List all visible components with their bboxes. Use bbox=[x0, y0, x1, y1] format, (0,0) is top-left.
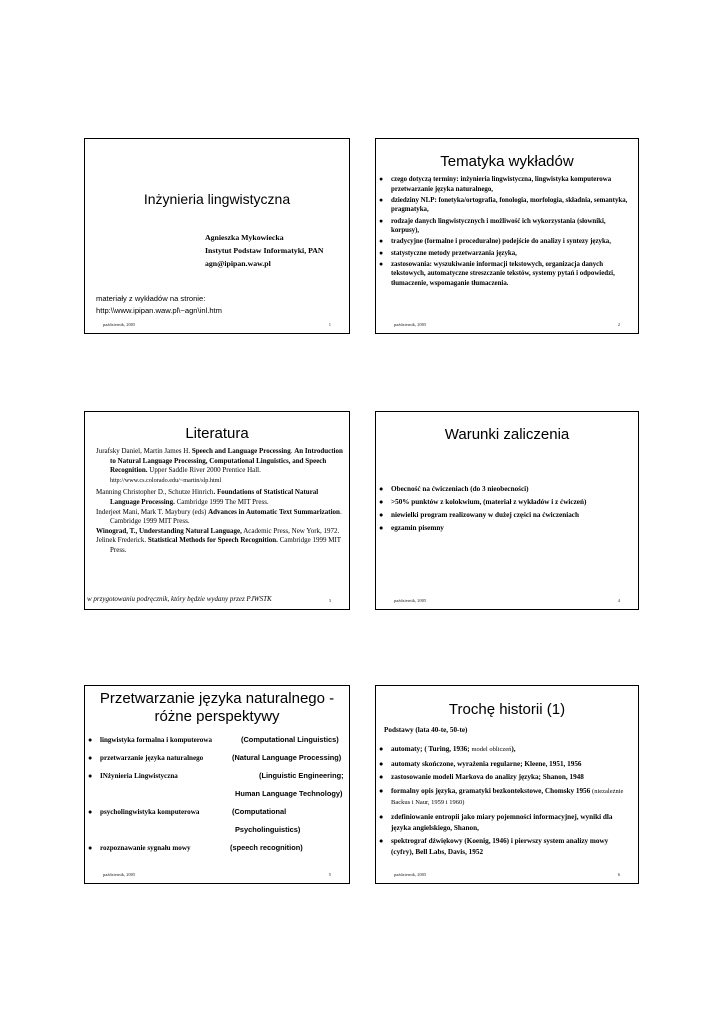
list-item: ● psycholingwistyka komputerowa (Computational Psycholinguistics) bbox=[88, 807, 301, 834]
slide-3 bbox=[84, 411, 350, 610]
bullet-icon: ● bbox=[88, 808, 93, 816]
slide-title: Tematyka wykładów bbox=[440, 153, 574, 170]
page-number: 2 bbox=[617, 322, 620, 327]
list-item: ● rozpoznawanie sygnału mowy (speech recognition) bbox=[88, 843, 303, 852]
bullet-icon: ● bbox=[88, 754, 93, 762]
slide-footer bbox=[394, 319, 620, 327]
bullet-icon: ● bbox=[379, 176, 384, 183]
bullet-icon: ● bbox=[379, 249, 384, 257]
list-item: ● Obecność na ćwiczeniach (do 3 nieobecności) bbox=[379, 485, 529, 493]
page-number: 3 bbox=[328, 598, 331, 603]
page-number: 4 bbox=[617, 598, 620, 603]
list-item: ● niewielki program realizowany w dużej części na ćwiczeniach bbox=[379, 511, 579, 519]
list-item: ● zastosowania: wyszukiwanie informacji tekstowych, organizacja danych tekstowych, automatyczne streszczanie tekstów, systemy pytań i odpowiedzi, tłumaczenie, wspomaganie tłumaczenia. bbox=[379, 260, 615, 287]
list-item: ● automaty skończone, wyrażenia regularne; Kleene, 1951, 1956 bbox=[379, 759, 582, 768]
institute: Instytut Podstaw Informatyki, PAN bbox=[205, 246, 324, 255]
slide-footer bbox=[103, 595, 331, 603]
bullet-icon: ● bbox=[379, 217, 384, 225]
author-name: Agnieszka Mykowiecka bbox=[205, 233, 284, 242]
reference-url: http://www.cs.colorado.edu/~martin/slp.html bbox=[110, 476, 222, 484]
list-item: ● czego dotyczą terminy: inżynieria lingwistyczna, lingwistyka komputerowa przetwarzanie języka naturalnego, bbox=[379, 176, 612, 193]
list-item: ● tradycyjne (formalne i proceduralne) podejście do analizy i syntezy języka, bbox=[379, 238, 611, 246]
history-list bbox=[378, 744, 632, 860]
page-number: 1 bbox=[328, 322, 331, 327]
list-item: ● INżynieria Lingwistyczna (Linguistic Engineering; Human Language Technology) bbox=[88, 771, 344, 798]
list-item: ● automaty; ( Turing, 1936; model obliczeń), bbox=[379, 745, 516, 753]
slide-title: Trochę historii (1) bbox=[448, 701, 566, 718]
footer-date: październik, 2005 bbox=[394, 322, 427, 327]
slide-footer bbox=[394, 595, 620, 603]
reference-item: Jelinek Frederick. Statistical Methods for Speech Recognition. Cambridge 1999 MIT Press. bbox=[96, 536, 341, 554]
section-subtitle: Podstawy (lata 40-te, 50-te) bbox=[384, 726, 468, 734]
topic-list bbox=[378, 175, 630, 290]
slide-2 bbox=[375, 138, 639, 334]
bullet-icon: ● bbox=[379, 511, 384, 519]
list-item: ● rodzaje danych lingwistycznych i możliwość ich wykorzystania (słowniki, korpusy), bbox=[379, 217, 606, 235]
materials-note bbox=[96, 293, 222, 317]
author-block bbox=[205, 231, 324, 270]
footer-date: październik, 2005 bbox=[394, 872, 427, 877]
textbook-note: w przygotowaniu podręcznik, który będzie wydany przez PJWSTK bbox=[87, 595, 272, 603]
bullet-icon: ● bbox=[379, 260, 384, 268]
list-item: ● lingwistyka formalna i komputerowa (Computational Linguistics) bbox=[88, 735, 339, 744]
page-number: 6 bbox=[617, 872, 620, 877]
slide-1 bbox=[84, 138, 350, 334]
reference-item: Jurafsky Daniel, Martin James H. Speech and Language Processing. An Introduction to Natural Language Processing, Computational Linguistics, and Speech Recognition. Upper Saddle River 2000 Prentice Hall. http://www.cs.colorado.edu/~martin/slp.html bbox=[96, 447, 343, 484]
slide-4 bbox=[375, 411, 639, 610]
footer-date: październik, 2005 bbox=[394, 598, 427, 603]
requirements-list bbox=[378, 484, 628, 536]
slide-title: Literatura bbox=[185, 425, 249, 442]
list-item: ● dziedziny NLP: fonetyka/ortografia, fonologia, morfologia, składnia, semantyka, pragmatyka, bbox=[379, 196, 628, 214]
bullet-icon: ● bbox=[88, 844, 93, 852]
footer-date: październik, 2005 bbox=[103, 872, 136, 877]
reference-item: Inderjeet Mani, Mark T. Maybury (eds) Advances in Automatic Text Summarization. Cambridge 1999 MIT Press. bbox=[96, 507, 342, 526]
list-item: ● formalny opis języka, gramatyki bezkontekstowe, Chomsky 1956 (niezależnie Backus i Naur, 1959 i 1960) bbox=[379, 786, 624, 807]
list-item: ● zdefiniowanie entropii jako miary pojemności informacyjnej, wyniki dla języka angielskiego, Shanon, bbox=[379, 812, 613, 832]
bullet-icon: ● bbox=[379, 837, 384, 846]
slide-6 bbox=[375, 685, 639, 884]
list-item: ● przetwarzanie języka naturalnego (Natural Language Processing) bbox=[88, 753, 342, 762]
list-item: ● zastosowanie modeli Markova do analizy języka; Shanon, 1948 bbox=[379, 773, 584, 782]
reference-item: Manning Christopher D., Schutze Hinrich. Foundations of Statistical Natural Language Processing. Cambridge 1999 The MIT Press. bbox=[96, 488, 319, 506]
bullet-icon: ● bbox=[379, 238, 384, 246]
footer-date: październik, 2005 bbox=[103, 322, 136, 327]
bullet-icon: ● bbox=[88, 772, 93, 780]
bullet-icon: ● bbox=[379, 485, 384, 493]
bullet-icon: ● bbox=[379, 786, 384, 795]
list-item: ● spektrograf dźwiękowy (Koenig, 1946) i pierwszy system analizy mowy (cyfry), Bell Labs, Davis, 1952 bbox=[379, 837, 609, 856]
list-item: ● egzamin pisemny bbox=[379, 524, 444, 532]
bullet-icon: ● bbox=[379, 524, 384, 532]
materials-url: http:\\www.ipipan.waw.pl\~agn\inl.htm bbox=[96, 306, 222, 315]
slide-5 bbox=[84, 685, 350, 884]
bullet-icon: ● bbox=[379, 759, 384, 768]
bullet-icon: ● bbox=[88, 736, 93, 744]
bullet-icon: ● bbox=[379, 745, 384, 753]
list-item: ● statystyczne metody przetwarzania języka, bbox=[379, 249, 517, 257]
slide-title: Przetwarzanie języka naturalnego - różne perspektywy bbox=[99, 690, 335, 725]
page-number: 5 bbox=[328, 872, 331, 877]
reference-list bbox=[96, 447, 343, 559]
perspective-list bbox=[87, 736, 345, 862]
email: agn@ipipan.waw.pl bbox=[205, 259, 271, 268]
list-item: ● >50% punktów z kolokwium, (materiał z wykładów i z ćwiczeń) bbox=[379, 498, 587, 506]
slide-title: Inżynieria lingwistyczna bbox=[143, 191, 291, 207]
slide-title: Warunki zaliczenia bbox=[444, 426, 570, 443]
slide-footer bbox=[394, 869, 620, 877]
materials-label: materiały z wykładów na stronie: bbox=[96, 294, 206, 303]
bullet-icon: ● bbox=[379, 196, 384, 204]
slide-footer bbox=[103, 869, 331, 877]
bullet-icon: ● bbox=[379, 773, 384, 782]
bullet-icon: ● bbox=[379, 498, 384, 506]
slide-footer bbox=[103, 319, 331, 327]
reference-item: Winograd, T., Understanding Natural Language, Academic Press, New York, 1972. bbox=[96, 526, 340, 535]
bullet-icon: ● bbox=[379, 812, 384, 821]
